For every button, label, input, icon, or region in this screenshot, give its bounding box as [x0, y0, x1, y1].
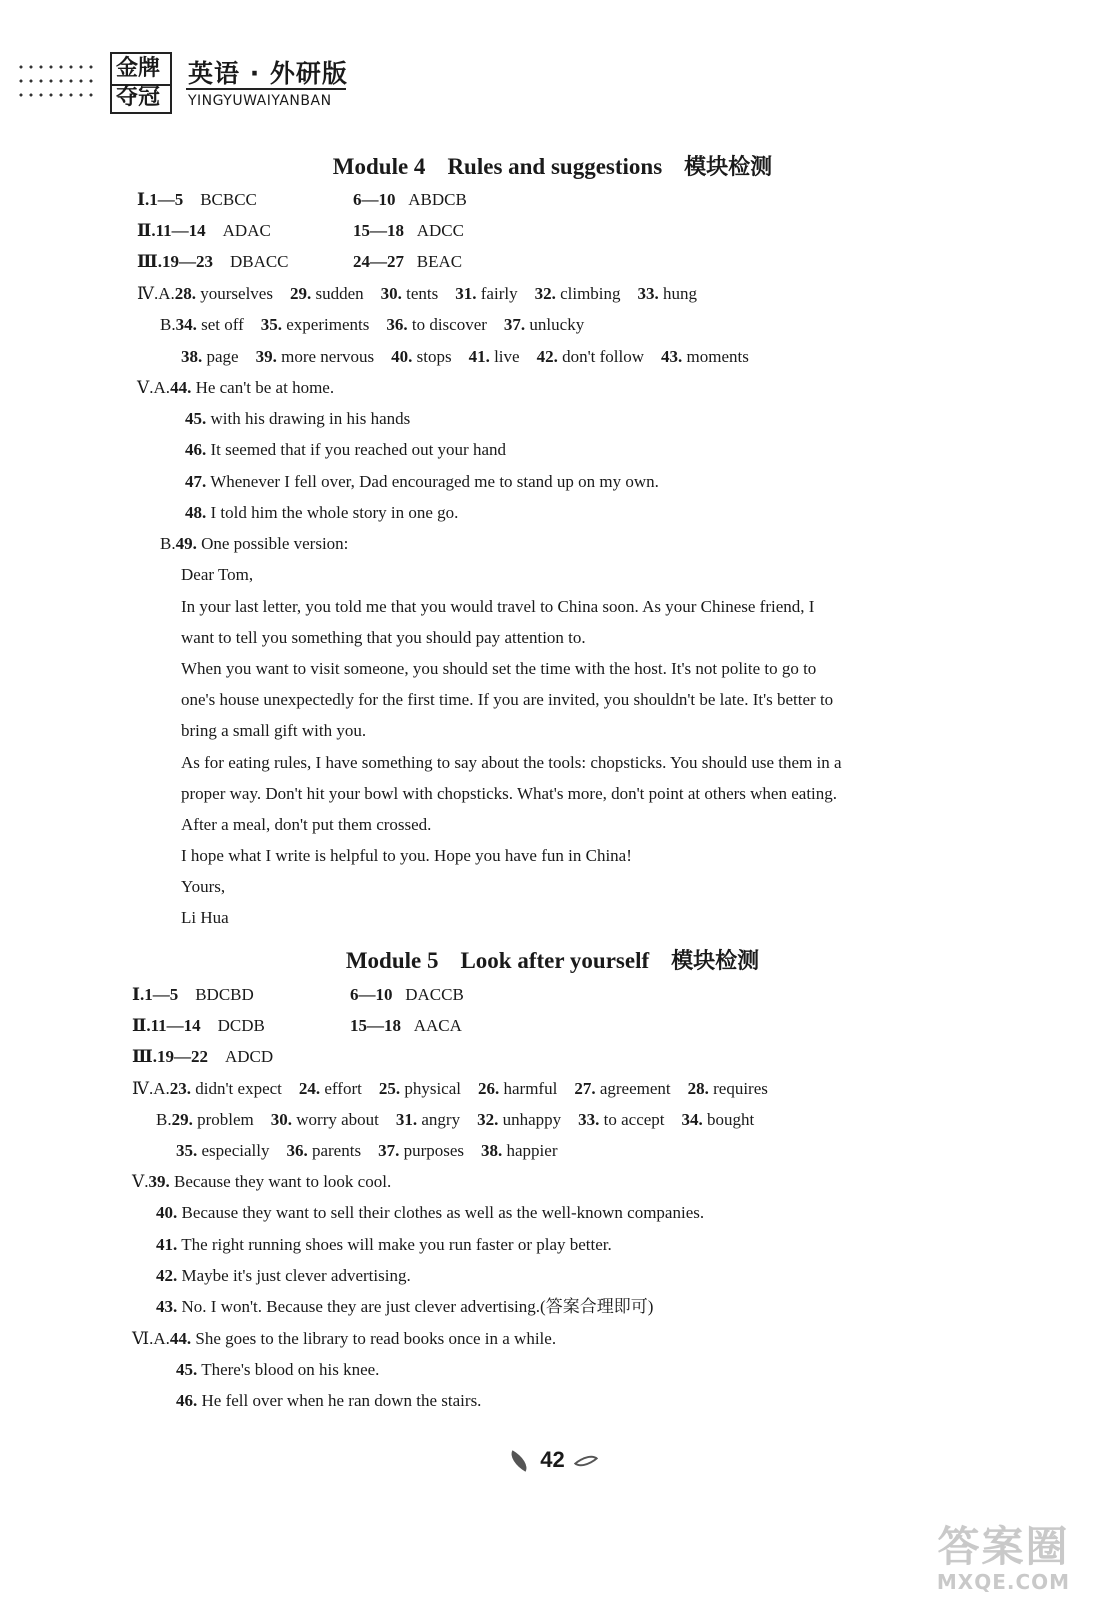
- m4-answer-48: 48. I told him the whole story in one go.: [185, 503, 459, 522]
- page-number: 42: [0, 1447, 1105, 1473]
- module4-heading: [0, 150, 1105, 181]
- m4-section3b: 24—27 BEAC: [353, 252, 463, 271]
- module4-test-label: 模块检测: [684, 155, 773, 180]
- m5-answer-45: 45. There's blood on his knee.: [176, 1360, 380, 1379]
- m5-section2: Ⅱ.11—14 DCDB: [132, 1016, 265, 1035]
- m5-section1b: 6—10 DACCB: [350, 985, 464, 1004]
- m4-section2: Ⅱ.11—14 ADAC: [137, 221, 271, 240]
- module5-title: Module 5: [345, 948, 439, 973]
- subject-title: 英语 · 外研版: [188, 59, 348, 88]
- letter-line: want to tell you something that you should pay attention to.: [181, 628, 586, 647]
- m4-answer-46: 46. It seemed that if you reached out your hand: [185, 440, 507, 459]
- letter-line: Yours,: [181, 877, 226, 896]
- module5-heading: [0, 944, 1105, 975]
- decorative-dots: [16, 60, 96, 104]
- m4-answer-44: Ⅴ.A.44. He can't be at home.: [137, 378, 335, 397]
- letter-line: proper way. Don't hit your bowl with chopsticks. What's more, don't point at others when eating.: [181, 784, 838, 803]
- m4-section4b-line1: B.34. set off 35. experiments 36. to discover 37. unlucky: [160, 315, 585, 334]
- watermark: 答案圈 MXQE.COM: [936, 1522, 1071, 1594]
- m5-section1: Ⅰ.1—5 BDCBD: [132, 985, 254, 1004]
- module5-subtitle: Look after yourself: [460, 948, 650, 973]
- m5-answer-39: Ⅴ.39. Because they want to look cool.: [132, 1172, 392, 1191]
- letter-line: one's house unexpectedly for the first time. If you are invited, you shouldn't be late. It's better to: [181, 690, 834, 709]
- module4-title: Module 4: [332, 154, 426, 179]
- m5-answer-44: Ⅵ.A.44. She goes to the library to read books once in a while.: [132, 1329, 557, 1348]
- m5-section4b-line1: B.29. problem 30. worry about 31. angry 32. unhappy 33. to accept 34. bought: [156, 1110, 755, 1129]
- m5-section4a: Ⅳ.A.23. didn't expect 24. effort 25. physical 26. harmful 27. agreement 28. requires: [132, 1079, 768, 1098]
- m4-section3: Ⅲ.19—23 DBACC: [137, 252, 289, 271]
- letter-line: After a meal, don't put them crossed.: [181, 815, 432, 834]
- m4-answer-49: B.49. One possible version:: [160, 534, 349, 553]
- m5-answer-43: 43. No. I won't. Because they are just clever advertising.(答案合理即可): [156, 1297, 654, 1316]
- m5-answer-40: 40. Because they want to sell their clothes as well as the well-known companies.: [156, 1203, 705, 1222]
- m5-section2b: 15—18 AACA: [350, 1016, 462, 1035]
- letter-line: Li Hua: [181, 908, 229, 927]
- letter-line: In your last letter, you told me that you would travel to China soon. As your Chinese friend, I: [181, 597, 815, 616]
- letter-line: Dear Tom,: [181, 565, 254, 584]
- letter-line: When you want to visit someone, you should set the time with the host. It's not polite to go to: [181, 659, 817, 678]
- subject-underline: [186, 88, 346, 90]
- m4-section4b-line2: 38. page 39. more nervous 40. stops 41. live 42. don't follow 43. moments: [181, 347, 749, 366]
- brand-logo: [110, 52, 172, 114]
- m5-section3: Ⅲ.19—22 ADCD: [132, 1047, 274, 1066]
- m4-section2b: 15—18 ADCC: [353, 221, 464, 240]
- letter-line: I hope what I write is helpful to you. Hope you have fun in China!: [181, 846, 632, 865]
- leaf-outline-icon: [573, 1450, 598, 1473]
- letter-line: bring a small gift with you.: [181, 721, 367, 740]
- m4-answer-45: 45. with his drawing in his hands: [185, 409, 411, 428]
- letter-line: As for eating rules, I have something to say about the tools: chopsticks. You should use them in a: [181, 753, 842, 772]
- m5-answer-41: 41. The right running shoes will make you run faster or play better.: [156, 1235, 612, 1254]
- module5-test-label: 模块检测: [671, 949, 760, 974]
- module4-subtitle: Rules and suggestions: [447, 154, 663, 179]
- m5-section4b-line2: 35. especially 36. parents 37. purposes 38. happier: [176, 1141, 558, 1160]
- leaf-icon: [507, 1450, 532, 1471]
- logo-text-top: 金牌: [116, 56, 161, 81]
- m5-answer-46: 46. He fell over when he ran down the stairs.: [176, 1391, 482, 1410]
- logo-text-bottom: 夺冠: [116, 85, 161, 110]
- m4-answer-47: 47. Whenever I fell over, Dad encouraged me to stand up on my own.: [185, 472, 659, 491]
- m4-section1: Ⅰ.1—5 BCBCC: [137, 190, 257, 209]
- m4-section4a: Ⅳ.A.28. yourselves 29. sudden 30. tents 31. fairly 32. climbing 33. hung: [137, 284, 698, 303]
- m5-answer-42: 42. Maybe it's just clever advertising.: [156, 1266, 411, 1285]
- m4-section1b: 6—10 ABDCB: [353, 190, 467, 209]
- subject-pinyin: YINGYUWAIYANBAN: [188, 93, 332, 109]
